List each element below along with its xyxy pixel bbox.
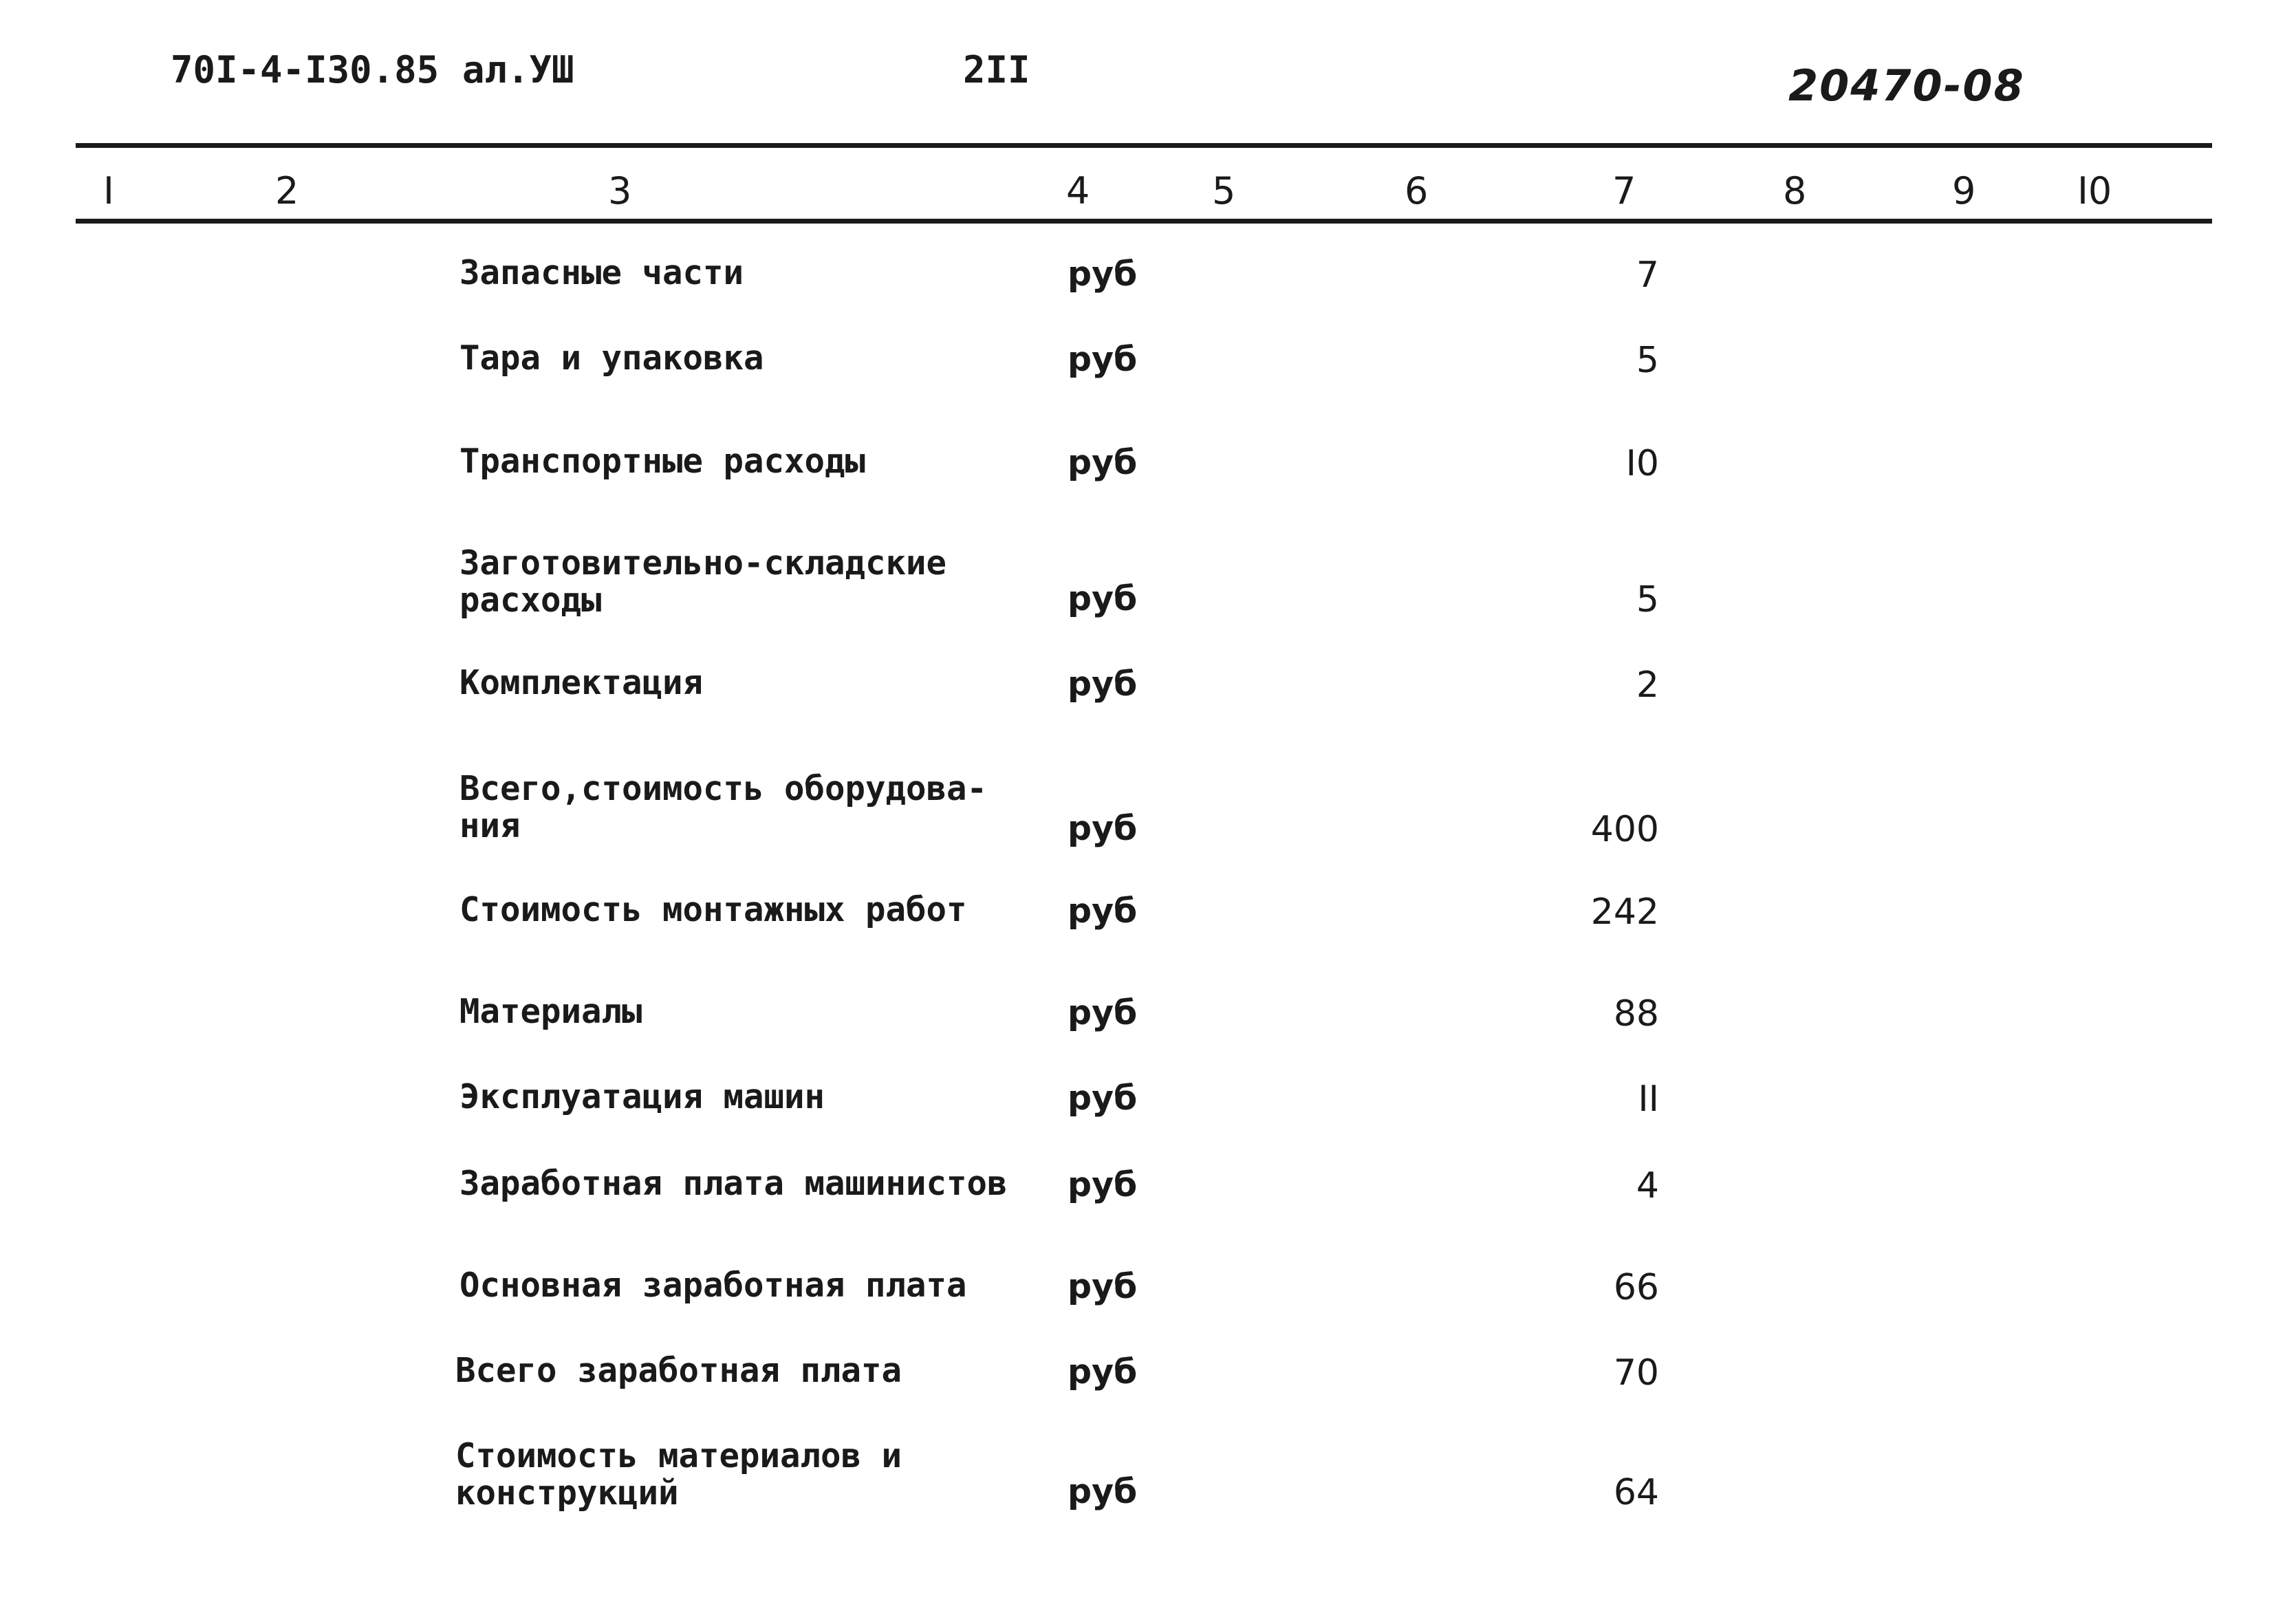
- row-value: 70: [1613, 1352, 1659, 1394]
- row-name: Заработная плата машинистов: [459, 1164, 1008, 1203]
- row-value: 5: [1636, 579, 1659, 620]
- row-unit: руб: [1068, 809, 1138, 848]
- table-row: [0, 993, 2274, 1069]
- table-row: [0, 1438, 2274, 1534]
- row-name: Стоимость материалов и конструкций: [455, 1436, 902, 1513]
- row-name: Стоимость монтажных работ: [459, 890, 967, 929]
- row-unit: руб: [1068, 1352, 1138, 1392]
- table-row: [0, 1352, 2274, 1428]
- row-name: Заготовительно-складские расходы: [459, 543, 947, 620]
- row-name: Всего заработная плата: [455, 1351, 902, 1390]
- row-unit: руб: [1068, 340, 1138, 379]
- column-number-2: 2: [275, 169, 299, 213]
- column-number-6: 6: [1405, 169, 1429, 213]
- table-header-rule: [76, 219, 2212, 224]
- row-unit: руб: [1068, 1472, 1138, 1511]
- page-number: 2II: [963, 48, 1030, 91]
- album-label: ал.УШ: [462, 48, 574, 91]
- document-code: 70I-4-I30.85: [171, 48, 440, 91]
- row-name: Основная заработная плата: [459, 1266, 967, 1305]
- row-value: 5: [1636, 340, 1659, 381]
- row-name: Всего,стоимость оборудова-ния: [459, 769, 988, 845]
- row-unit: руб: [1068, 993, 1138, 1032]
- handwritten-inventory-number: 20470-08: [1788, 61, 2025, 111]
- row-unit: руб: [1068, 579, 1138, 618]
- table-row: [0, 1165, 2274, 1241]
- table-row: [0, 443, 2274, 519]
- row-unit: руб: [1068, 255, 1138, 294]
- table-row: [0, 545, 2274, 641]
- row-value: 7: [1636, 255, 1659, 296]
- column-number-4: 4: [1066, 169, 1090, 213]
- column-number-8: 8: [1783, 169, 1807, 213]
- row-value: I0: [1625, 443, 1659, 484]
- row-unit: руб: [1068, 1165, 1138, 1204]
- row-name: Тара и упаковка: [459, 338, 764, 378]
- row-value: 242: [1590, 891, 1659, 933]
- row-value: II: [1638, 1079, 1659, 1120]
- column-number-10: I0: [2077, 169, 2112, 213]
- row-name: Запасные части: [459, 253, 744, 292]
- row-unit: руб: [1068, 1079, 1138, 1118]
- table-top-rule: [76, 143, 2212, 148]
- table-row: [0, 1079, 2274, 1154]
- row-name: Эксплуатация машин: [459, 1077, 825, 1116]
- row-value: 4: [1636, 1165, 1659, 1206]
- row-value: 400: [1590, 809, 1659, 850]
- table-row: [0, 1267, 2274, 1343]
- column-number-3: 3: [608, 169, 632, 213]
- row-value: 88: [1613, 993, 1659, 1035]
- column-number-5: 5: [1212, 169, 1236, 213]
- column-number-9: 9: [1952, 169, 1976, 213]
- row-unit: руб: [1068, 891, 1138, 931]
- row-name: Транспортные расходы: [459, 442, 866, 481]
- row-unit: руб: [1068, 443, 1138, 482]
- row-value: 66: [1613, 1267, 1659, 1308]
- row-unit: руб: [1068, 1267, 1138, 1306]
- column-number-1: I: [103, 169, 114, 213]
- row-value: 64: [1613, 1472, 1659, 1513]
- table-row: [0, 664, 2274, 740]
- row-value: 2: [1636, 664, 1659, 706]
- table-row: [0, 255, 2274, 330]
- column-number-7: 7: [1612, 169, 1636, 213]
- table-row: [0, 770, 2274, 867]
- row-name: Материалы: [459, 992, 642, 1031]
- table-row: [0, 891, 2274, 967]
- row-unit: руб: [1068, 664, 1138, 704]
- row-name: Комплектация: [459, 663, 704, 702]
- table-row: [0, 340, 2274, 415]
